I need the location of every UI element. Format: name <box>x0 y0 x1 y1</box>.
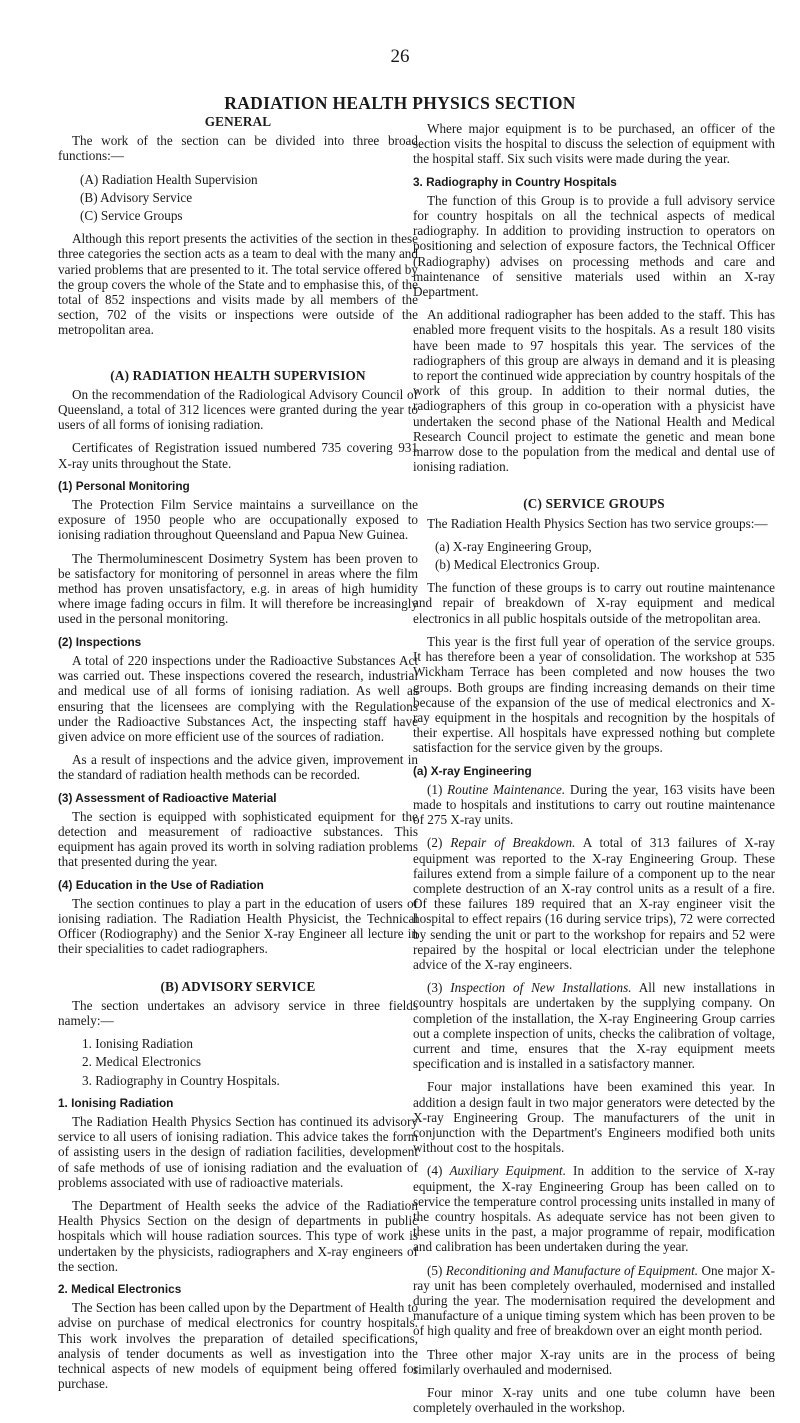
supervision-heading: (A) RADIATION HEALTH SUPERVISION <box>110 367 366 383</box>
education-paragraph: The section continues to play a part in the education of users of ionising radiation. The Radiation Health Physicist, the Technical Officer (Rodiography) and the Senior X-ray Engineer all lecture in their specialities to cadet radiographers. <box>58 895 418 957</box>
advisory-intro: The section undertakes an advisory service in three fields namely:— <box>58 997 418 1028</box>
electronics-heading: 2. Medical Electronics <box>58 1282 182 1296</box>
general-heading: GENERAL <box>204 114 272 129</box>
new-installations-paragraph: (3) Inspection of New Installations. All new installations in country hospitals are undertaken by the supplying company. On completion of the installation, the X-ray Engineering Group carries out a complete inspection of units, checks the calibration of voltage, current and time, ensures that the X-ray equipment meets specification and is installed in a satisfactory manner. <box>413 980 775 1072</box>
monitoring-paragraph: The Thermoluminescent Dosimetry System has been proven to be satisfactory for monitoring of personnel in areas where the film method has proven unsatisfactory, e.g. in areas of high humidity where image fading occurs in film. It will therefore be increasingly used in the personal monitoring. <box>58 550 418 627</box>
ionising-heading: 1. Ionising Radiation <box>58 1095 174 1110</box>
inspections-heading: (2) Inspections <box>58 634 142 649</box>
inspections-paragraph: A total of 220 inspections under the Radioactive Substances Act was carried out. These inspections covered the research, industrial and medical use of all forms of ionising radiation. As well as ensuring that the licensees are complying with the Regulations under the Radioactive Substances Act, the inspecting staff have given advice on more efficient use of the sources of radiation. <box>58 652 418 744</box>
electronics-paragraph: Where major equipment is to be purchased, an officer of the section visits the hospital to discuss the selection of equipment with the hospital staff. Six such visits were made during the year. <box>413 121 775 167</box>
list-item: 2. Medical Electronics <box>82 1054 202 1070</box>
monitoring-paragraph: The Protection Film Service maintains a surveillance on the exposure of 1950 people who are occupationally exposed to ionising radiation throughout Queensland and Papua New Guinea. <box>58 497 418 543</box>
list-item: (b) Medical Electronics Group. <box>435 557 600 573</box>
education-heading: (4) Education in the Use of Radiation <box>58 877 264 892</box>
inspections-paragraph: As a result of inspections and the advice given, improvement in the standard of radiation health methods can be recorded. <box>58 752 418 783</box>
ionising-paragraph: The Department of Health seeks the advice of the Radiation Health Physics Section on the design of departments in public hospitals which will house radiation sources. This type of work is undertaken by the physicists, radiographers and X-ray engineers of the section. <box>58 1197 418 1274</box>
monitoring-heading: (1) Personal Monitoring <box>58 478 190 493</box>
ionising-paragraph: The Radiation Health Physics Section has continued its advisory service to all users of ionising radiation. This advice takes the form of assisting users in the design of radiation facilities, development of safe methods of use of ionising radiation and the evaluation of problems associated with use of radioactive materials. <box>58 1113 418 1190</box>
supervision-paragraph: Certificates of Registration issued numbered 735 covering 931 X-ray units throughout the State. <box>58 440 418 471</box>
electronics-paragraph: The Section has been called upon by the Department of Health to advise on purchase of medical electronics for country hospitals. This work involves the preparation of detailed specifications, analysis of tender documents as well as investigation into the technical aspects of new models of equipment being offered for purchase. <box>58 1300 418 1392</box>
supervision-paragraph: On the recommendation of the Radiological Advisory Council of Queensland, a total of 312 licences were granted during the year to users of all forms of ionising radiation. <box>58 386 418 433</box>
reconditioning-paragraph-2: Three other major X-ray units are in the process of being similarly overhauled and modernised. <box>413 1346 775 1377</box>
advisory-heading: (B) ADVISORY SERVICE <box>160 978 316 994</box>
xray-engineering-heading: (a) X-ray Engineering <box>413 763 532 778</box>
repair-breakdown-paragraph: (2) Repair of Breakdown. A total of 313 failures of X-ray equipment was reported to the X-ray Engineering Group. These failures extend from a simple failure of a component up to the near complete destruction of an X-ray control units as a result of a fire. Of these failures 189 required that an X-ray engineer visit the hospital to effect repairs (16 during service trips), 72 were corrected by sending the unit or part to the workshop for repairs and 52 were repaired by the hospital or local electrician under the telephone advice of the X-ray engineers. <box>413 835 775 972</box>
new-installations-paragraph-2: Four major installations have been examined this year. In addition a design fault in two major generators were detected by the X-ray Engineering Group. The manufacturers of the unit in conjunction with the Department's Engineers modified both units without cost to the hospitals. <box>413 1079 775 1156</box>
service-groups-paragraph: This year is the first full year of operation of the service groups. It has therefore been a year of consolidation. The workshop at 535 Wickham Terrace has been completed and now houses the two groups. Both groups are finding increasing demands on their time because of the expansion of the use of medical electronics and X-ray equipment in the hospitals and recognition by the hospitals of their expertise. All hospitals have expressed nothing but complete satisfaction for the service given by the groups. <box>413 633 775 756</box>
fields-list <box>58 1036 418 1088</box>
radiography-paragraph: An additional radiographer has been added to the staff. This has enabled more frequent visits to the hospitals. As a result 180 visits have been made to 97 hospitals this year. The services of the radiographers of this group are always in demand and it is pleasing to report the continued wide appreciation by country hospitals of the work of this group. In addition to their normal duties, the radiographers of this group in co-operation with a physicist have undertaken the second phase of the National Health and Medical Research Council project to estimate the genetic and mean bone marrow dose to the population from the medical and dental use of ionising radiation. <box>413 307 775 475</box>
list-item: (C) Service Groups <box>80 208 183 224</box>
assessment-heading: (3) Assessment of Radioactive Material <box>58 790 277 805</box>
left-column <box>58 114 418 1399</box>
auxiliary-equipment-paragraph: (4) Auxiliary Equipment. In addition to the service of X-ray equipment, the X-ray Engineering Group has been called on to service the temperature control processing units installed in many of the country hospitals. As adequate service has not been given to these units in the past, a major programme of repair, modification and calibration has been undertaken during the year. <box>413 1163 775 1255</box>
routine-maintenance-paragraph: (1) Routine Maintenance. During the year, 163 visits have been made to hospitals and institutions to carry out routine maintenance of 275 X-ray units. <box>413 781 775 828</box>
list-item: (A) Radiation Health Supervision <box>80 171 258 187</box>
page-number: 26 <box>390 46 410 67</box>
reconditioning-paragraph-3: Four minor X-ray units and one tube column have been completely overhauled in the workshop. <box>413 1385 775 1416</box>
radiography-heading: 3. Radiography in Country Hospitals <box>413 174 617 189</box>
right-column <box>413 121 775 1423</box>
service-groups-intro: The Radiation Health Physics Section has two service groups:— <box>427 515 768 531</box>
radiography-paragraph: The function of this Group is to provide a full advisory service for country hospitals on all the technical aspects of medical radiography. In addition to providing instruction to operators on positioning and selection of exposure factors, the Technical Officer (Radiography) advises on processing methods and care and maintenance of sensitive materials used within an X-ray Department. <box>413 192 775 300</box>
list-item: 1. Ionising Radiation <box>82 1036 193 1052</box>
groups-list <box>413 539 775 572</box>
list-item: (a) X-ray Engineering Group, <box>435 538 592 554</box>
assessment-paragraph: The section is equipped with sophisticated equipment for the detection and measurement of radioactive substances. This equipment has again proved its worth in solving radiation problems that presented during the year. <box>58 808 418 870</box>
service-groups-paragraph: The function of these groups is to carry out routine maintenance and repair of breakdown of X-ray equipment and medical electronics in all public hospitals outside of the metropolitan area. <box>413 580 775 626</box>
functions-list <box>58 172 418 224</box>
reconditioning-paragraph: (5) Reconditioning and Manufacture of Equipment. One major X-ray unit has been completely overhauled, modernised and installed during the year. The modernisation required the development and manufacture of a unique timing system which has been proven to be of high quality and free of breakdown over an eight month period. <box>413 1262 775 1339</box>
service-groups-heading: (C) SERVICE GROUPS <box>523 496 665 512</box>
list-item: (B) Advisory Service <box>80 189 193 205</box>
list-item: 3. Radiography in Country Hospitals. <box>82 1072 280 1088</box>
general-paragraph: Although this report presents the activities of the section in these three categories the section acts as a team to deal with the many and varied problems that are presented to it. The total service offered by the group covers the whole of the State and to emphasise this, of the total of 852 inspections and visits made by all members of the section, 702 of the visits or inspections were outside of the metropolitan area. <box>58 231 418 338</box>
page-title: RADIATION HEALTH PHYSICS SECTION <box>224 93 576 113</box>
general-intro: The work of the section can be divided into three broad functions:— <box>58 133 418 164</box>
